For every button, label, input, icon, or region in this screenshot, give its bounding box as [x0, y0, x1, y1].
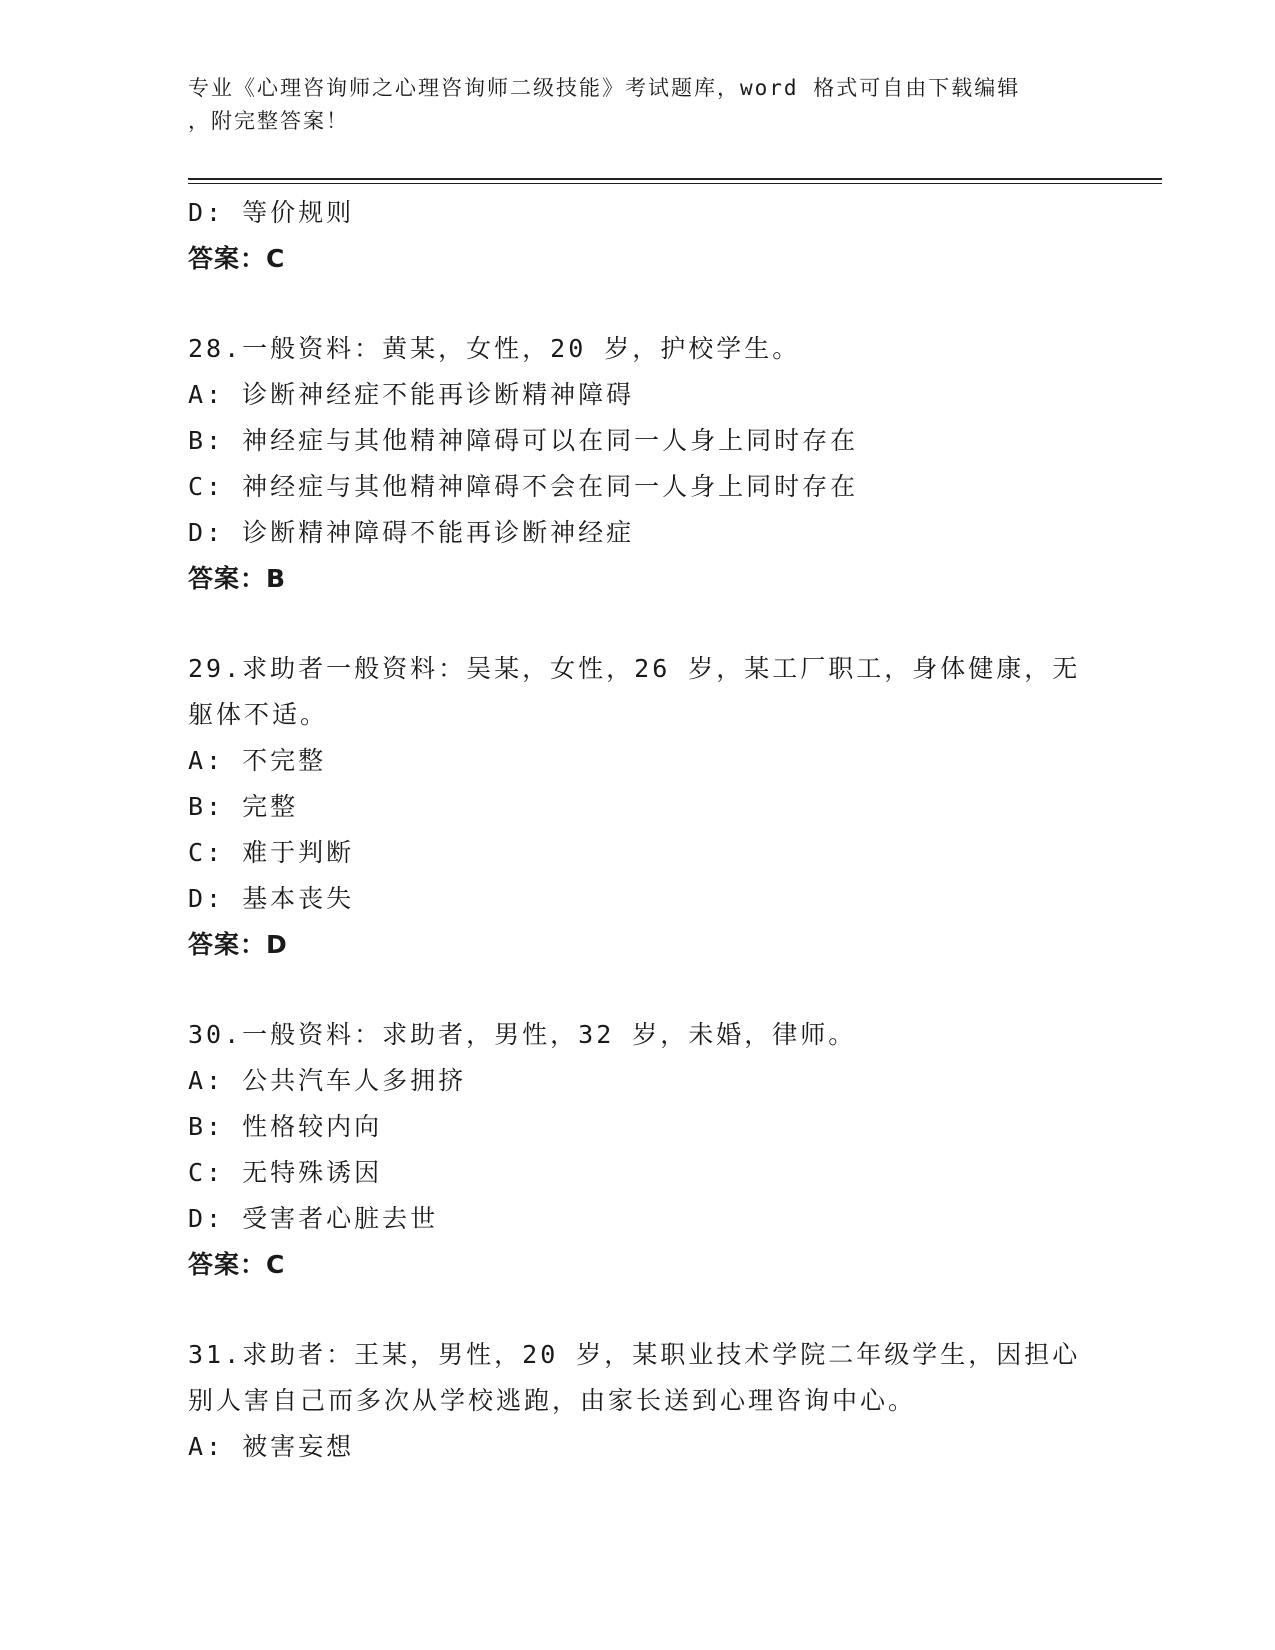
- question-29-option-b: B: 完整: [188, 792, 299, 821]
- document-header: [188, 72, 1088, 138]
- question-30-option-a: A: 公共汽车人多拥挤: [188, 1066, 467, 1095]
- header-line-2: ，附完整答案！: [188, 109, 349, 133]
- question-28-option-a: A: 诊断神经症不能再诊断精神障碍: [188, 380, 635, 409]
- question-28-answer: 答案：B: [188, 564, 287, 593]
- question-29-answer: 答案：D: [188, 930, 288, 959]
- question-31-stem-line-2: 别人害自己而多次从学校逃跑，由家长送到心理咨询中心。: [188, 1386, 917, 1415]
- header-divider-thick: [188, 178, 1162, 180]
- question-30-stem: 30.一般资料：求助者，男性，32 岁，未婚，律师。: [188, 1020, 857, 1049]
- question-30-option-d: D: 受害者心脏去世: [188, 1204, 439, 1233]
- question-29-option-d: D: 基本丧失: [188, 884, 355, 913]
- question-31-stem-line-1: 31.求助者：王某，男性，20 岁，某职业技术学院二年级学生，因担心: [188, 1340, 1081, 1369]
- question-29-stem-line-2: 躯体不适。: [188, 700, 329, 729]
- prev-answer: 答案：C: [188, 244, 286, 273]
- header-divider-thin: [188, 183, 1162, 184]
- question-29-stem-line-1: 29.求助者一般资料：吴某，女性，26 岁，某工厂职工，身体健康，无: [188, 654, 1081, 683]
- question-28-option-d: D: 诊断精神障碍不能再诊断神经症: [188, 518, 635, 547]
- question-28-stem: 28.一般资料：黄某，女性，20 岁，护校学生。: [188, 334, 801, 363]
- question-30-option-c: C: 无特殊诱因: [188, 1158, 383, 1187]
- question-28-option-b: B: 神经症与其他精神障碍可以在同一人身上同时存在: [188, 426, 859, 455]
- prev-option-d: D: 等价规则: [188, 198, 355, 227]
- question-list: [188, 190, 1088, 1470]
- question-30-option-b: B: 性格较内向: [188, 1112, 383, 1141]
- header-line-1: 专业《心理咨询师之心理咨询师二级技能》考试题库，word 格式可自由下载编辑: [188, 76, 1021, 100]
- question-29-option-a: A: 不完整: [188, 746, 327, 775]
- question-28-option-c: C: 神经症与其他精神障碍不会在同一人身上同时存在: [188, 472, 859, 501]
- question-29-option-c: C: 难于判断: [188, 838, 355, 867]
- question-31-option-a: A: 被害妄想: [188, 1432, 355, 1461]
- question-30-answer: 答案：C: [188, 1250, 286, 1279]
